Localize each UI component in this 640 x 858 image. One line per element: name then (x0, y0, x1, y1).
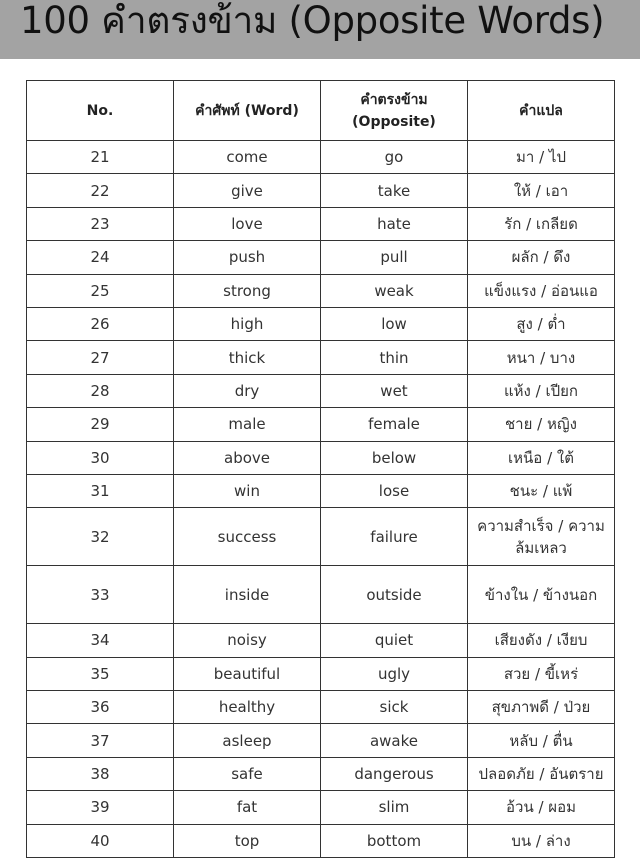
cell-no: 26 (27, 307, 174, 340)
cell-no: 25 (27, 274, 174, 307)
cell-no: 37 (27, 724, 174, 757)
cell-word: win (174, 474, 321, 507)
cell-no: 30 (27, 441, 174, 474)
header-opposite-line2: (Opposite) (352, 113, 436, 130)
cell-meaning: สวย / ขี้เหร่ (468, 657, 615, 690)
header-opposite (321, 81, 468, 141)
cell-no: 31 (27, 474, 174, 507)
table-header-row (27, 81, 615, 141)
cell-no: 34 (27, 624, 174, 657)
table-row (27, 791, 615, 824)
cell-meaning: สุขภาพดี / ป่วย (468, 691, 615, 724)
cell-word: beautiful (174, 657, 321, 690)
cell-word: success (174, 508, 321, 566)
cell-meaning: ปลอดภัย / อันตราย (468, 757, 615, 790)
cell-meaning: แข็งแรง / อ่อนแอ (468, 274, 615, 307)
cell-no: 27 (27, 341, 174, 374)
cell-no: 35 (27, 657, 174, 690)
table-row (27, 508, 615, 566)
cell-meaning: หนา / บาง (468, 341, 615, 374)
cell-word: healthy (174, 691, 321, 724)
cell-meaning: ชนะ / แพ้ (468, 474, 615, 507)
table-row (27, 408, 615, 441)
cell-opposite: pull (321, 241, 468, 274)
cell-meaning: เสียงดัง / เงียบ (468, 624, 615, 657)
table-row (27, 341, 615, 374)
cell-word: dry (174, 374, 321, 407)
header-meaning: คำแปล (468, 81, 615, 141)
cell-word: strong (174, 274, 321, 307)
cell-meaning: อ้วน / ผอม (468, 791, 615, 824)
cell-opposite: hate (321, 207, 468, 240)
table-row (27, 374, 615, 407)
table-row (27, 566, 615, 624)
table-row (27, 624, 615, 657)
cell-meaning: บน / ล่าง (468, 824, 615, 857)
cell-opposite: slim (321, 791, 468, 824)
cell-meaning: ข้างใน / ข้างนอก (468, 566, 615, 624)
header-word: คำศัพท์ (Word) (174, 81, 321, 141)
page-title: 100 คำตรงข้าม (Opposite Words) (20, 0, 605, 42)
cell-word: above (174, 441, 321, 474)
title-banner (0, 0, 640, 59)
cell-meaning: ให้ / เอา (468, 174, 615, 207)
table-row (27, 724, 615, 757)
table-row (27, 757, 615, 790)
table-row (27, 307, 615, 340)
table-row (27, 207, 615, 240)
cell-opposite: dangerous (321, 757, 468, 790)
cell-word: noisy (174, 624, 321, 657)
cell-word: give (174, 174, 321, 207)
cell-meaning: หลับ / ตื่น (468, 724, 615, 757)
cell-no: 40 (27, 824, 174, 857)
cell-opposite: low (321, 307, 468, 340)
cell-word: fat (174, 791, 321, 824)
cell-no: 28 (27, 374, 174, 407)
header-opposite-line1: คำตรงข้าม (360, 91, 428, 108)
cell-opposite: outside (321, 566, 468, 624)
header-no: No. (27, 81, 174, 141)
cell-meaning: ผลัก / ดึง (468, 241, 615, 274)
cell-word: asleep (174, 724, 321, 757)
table-row (27, 274, 615, 307)
table-row (27, 241, 615, 274)
cell-no: 22 (27, 174, 174, 207)
table-row (27, 174, 615, 207)
cell-no: 23 (27, 207, 174, 240)
cell-opposite: quiet (321, 624, 468, 657)
cell-meaning: มา / ไป (468, 141, 615, 174)
cell-opposite: bottom (321, 824, 468, 857)
cell-no: 38 (27, 757, 174, 790)
cell-meaning: รัก / เกลียด (468, 207, 615, 240)
cell-no: 32 (27, 508, 174, 566)
cell-opposite: awake (321, 724, 468, 757)
cell-meaning: สูง / ต่ำ (468, 307, 615, 340)
cell-word: thick (174, 341, 321, 374)
cell-opposite: below (321, 441, 468, 474)
cell-no: 36 (27, 691, 174, 724)
table-row (27, 657, 615, 690)
cell-opposite: weak (321, 274, 468, 307)
cell-word: inside (174, 566, 321, 624)
cell-no: 39 (27, 791, 174, 824)
cell-opposite: go (321, 141, 468, 174)
cell-word: love (174, 207, 321, 240)
cell-opposite: wet (321, 374, 468, 407)
cell-no: 24 (27, 241, 174, 274)
cell-opposite: thin (321, 341, 468, 374)
cell-opposite: failure (321, 508, 468, 566)
cell-word: male (174, 408, 321, 441)
table-row (27, 141, 615, 174)
cell-no: 29 (27, 408, 174, 441)
cell-no: 33 (27, 566, 174, 624)
cell-meaning: แห้ง / เปียก (468, 374, 615, 407)
cell-opposite: take (321, 174, 468, 207)
table-row (27, 691, 615, 724)
cell-word: push (174, 241, 321, 274)
cell-word: high (174, 307, 321, 340)
cell-word: safe (174, 757, 321, 790)
cell-opposite: lose (321, 474, 468, 507)
cell-word: come (174, 141, 321, 174)
cell-word: top (174, 824, 321, 857)
opposite-words-table (26, 80, 615, 858)
table-row (27, 474, 615, 507)
cell-meaning: ความสำเร็จ / ความล้มเหลว (468, 508, 615, 566)
cell-opposite: sick (321, 691, 468, 724)
table-row (27, 441, 615, 474)
cell-opposite: ugly (321, 657, 468, 690)
cell-no: 21 (27, 141, 174, 174)
cell-meaning: เหนือ / ใต้ (468, 441, 615, 474)
cell-meaning: ชาย / หญิง (468, 408, 615, 441)
cell-opposite: female (321, 408, 468, 441)
